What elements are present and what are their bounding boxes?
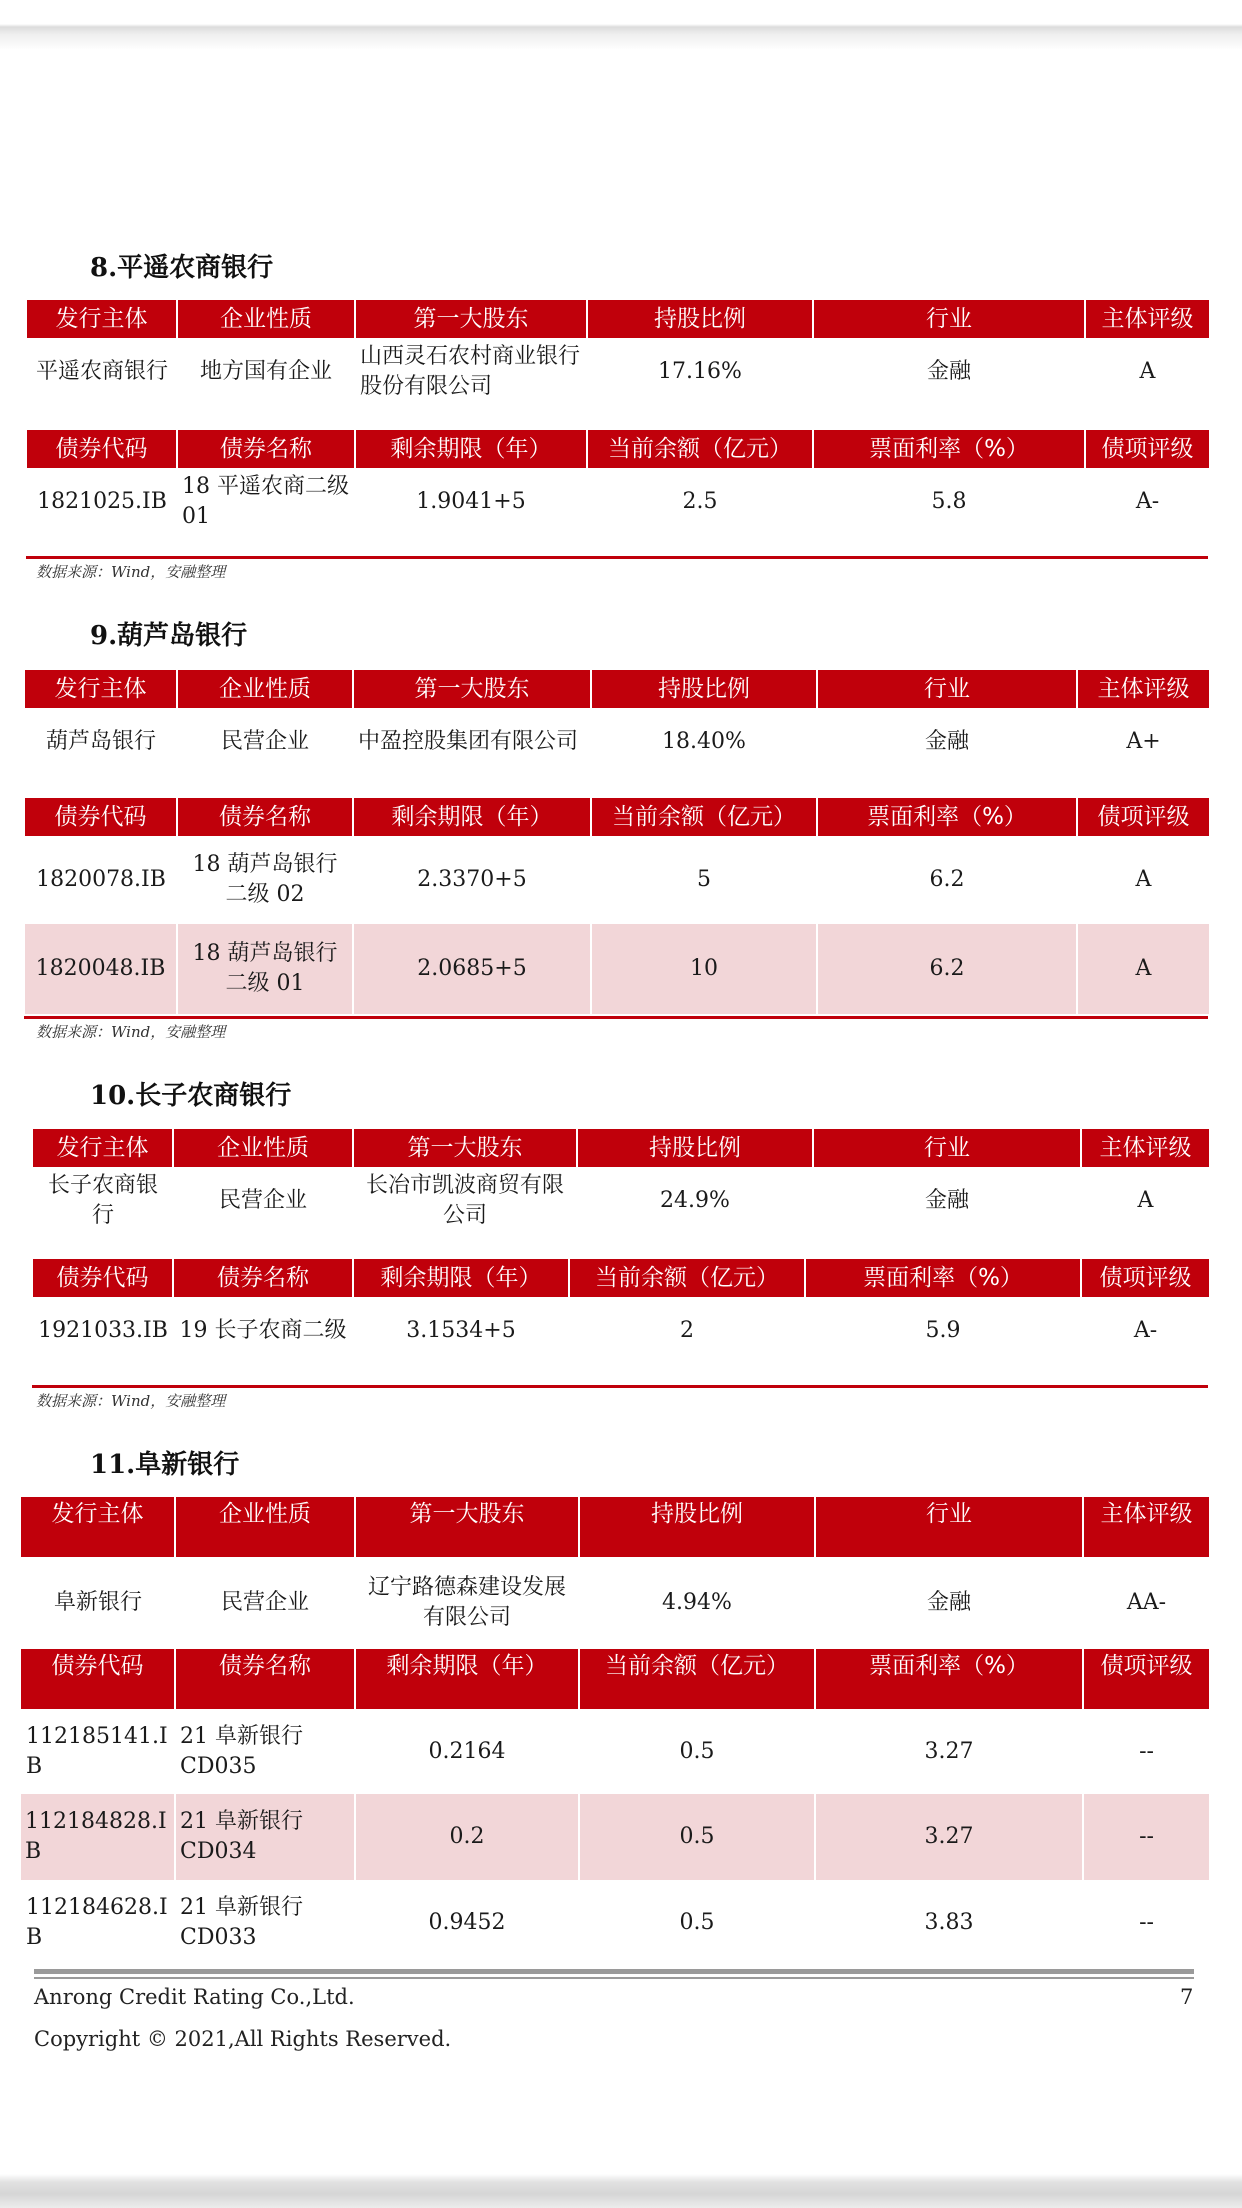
issuer-cell: 金融: [817, 708, 1077, 776]
issuer-cell: 民营企业: [177, 708, 353, 776]
bond-cell: 1821025.IB: [27, 468, 177, 536]
header-cell: 主体评级: [1081, 1129, 1209, 1167]
header-cell: 发行主体: [27, 300, 177, 338]
viewer-bottom-bar: [0, 2174, 1242, 2208]
header-cell: 剩余期限（年）: [353, 798, 591, 836]
section-title: 9.葫芦岛银行: [90, 621, 248, 651]
footer-rule: [34, 1977, 1194, 1979]
bond-cell: --: [1083, 1880, 1209, 1966]
bond-cell: 5: [591, 836, 817, 924]
bond-cell: 112184828.IB: [21, 1794, 175, 1880]
bond-cell: 112184628.IB: [21, 1880, 175, 1966]
header-cell: 行业: [815, 1497, 1083, 1557]
header-cell: 企业性质: [177, 300, 355, 338]
bond-cell: A: [1077, 924, 1209, 1014]
bond-cell: A-: [1081, 1297, 1209, 1365]
issuer-cell: 山西灵石农村商业银行股份有限公司: [355, 338, 587, 406]
header-cell: 债券代码: [25, 798, 177, 836]
footer-company: Anrong Credit Rating Co.,Ltd.: [34, 1985, 355, 2009]
header-cell: 债项评级: [1085, 430, 1209, 468]
bond-cell: 1820078.IB: [25, 836, 177, 924]
header-cell: 第一大股东: [355, 300, 587, 338]
issuer-table: [32, 1129, 1209, 1235]
bond-cell: 5.8: [813, 468, 1085, 536]
issuer-table: [20, 1497, 1209, 1649]
page-number: 7: [1180, 1985, 1194, 2009]
header-cell: 持股比例: [587, 300, 813, 338]
header-cell: 第一大股东: [353, 670, 591, 708]
issuer-cell: AA-: [1083, 1557, 1209, 1649]
header-cell: 企业性质: [177, 670, 353, 708]
viewer-top-bar: [0, 0, 1242, 50]
bond-cell: 0.9452: [355, 1880, 579, 1966]
header-cell: 行业: [817, 670, 1077, 708]
issuer-cell: 4.94%: [579, 1557, 815, 1649]
bond-cell: 6.2: [817, 924, 1077, 1014]
header-cell: 持股比例: [577, 1129, 813, 1167]
header-cell: 行业: [813, 300, 1085, 338]
bond-cell: 3.27: [815, 1794, 1083, 1880]
header-cell: 债项评级: [1083, 1649, 1209, 1709]
bond-cell: 112185141.IB: [21, 1709, 175, 1794]
header-cell: 第一大股东: [355, 1497, 579, 1557]
header-cell: 第一大股东: [353, 1129, 577, 1167]
header-cell: 债项评级: [1077, 798, 1209, 836]
bond-cell: 3.1534+5: [353, 1297, 569, 1365]
header-cell: 主体评级: [1077, 670, 1209, 708]
bond-cell: 1921033.IB: [33, 1297, 173, 1365]
bond-cell: 5.9: [805, 1297, 1081, 1365]
bond-cell: 18 平遥农商二级 01: [177, 468, 355, 536]
issuer-cell: A+: [1077, 708, 1209, 776]
data-source-note: 数据来源：Wind，安融整理: [36, 1392, 226, 1410]
bond-cell: 3.27: [815, 1709, 1083, 1794]
header-cell: 剩余期限（年）: [353, 1259, 569, 1297]
issuer-cell: 地方国有企业: [177, 338, 355, 406]
section-title: 10.长子农商银行: [90, 1081, 292, 1111]
header-cell: 票面利率（%）: [813, 430, 1085, 468]
bond-cell: 2.3370+5: [353, 836, 591, 924]
header-cell: 票面利率（%）: [815, 1649, 1083, 1709]
header-cell: 当前余额（亿元）: [591, 798, 817, 836]
header-cell: 剩余期限（年）: [355, 430, 587, 468]
bond-table: [32, 1259, 1209, 1365]
bond-cell: 21 阜新银行 CD033: [175, 1880, 355, 1966]
bond-cell: --: [1083, 1709, 1209, 1794]
bond-cell: 1820048.IB: [25, 924, 177, 1014]
header-cell: 当前余额（亿元）: [587, 430, 813, 468]
data-source-note: 数据来源：Wind，安融整理: [36, 1023, 226, 1041]
footer-copyright: Copyright © 2021,All Rights Reserved.: [34, 2027, 452, 2051]
issuer-cell: 葫芦岛银行: [25, 708, 177, 776]
bond-cell: 21 阜新银行 CD034: [175, 1794, 355, 1880]
header-cell: 发行主体: [21, 1497, 175, 1557]
bond-table: [24, 798, 1209, 1014]
header-cell: 持股比例: [591, 670, 817, 708]
issuer-cell: 民营企业: [173, 1167, 353, 1235]
header-cell: 持股比例: [579, 1497, 815, 1557]
issuer-cell: 18.40%: [591, 708, 817, 776]
bond-cell: 0.2164: [355, 1709, 579, 1794]
issuer-cell: 辽宁路德森建设发展有限公司: [355, 1557, 579, 1649]
header-cell: 企业性质: [175, 1497, 355, 1557]
header-cell: 债券代码: [33, 1259, 173, 1297]
issuer-table: [24, 670, 1209, 776]
header-cell: 企业性质: [173, 1129, 353, 1167]
header-cell: 剩余期限（年）: [355, 1649, 579, 1709]
bond-table: [20, 1649, 1209, 1966]
bond-cell: 6.2: [817, 836, 1077, 924]
header-cell: 债券名称: [177, 430, 355, 468]
issuer-cell: 长子农商银行: [33, 1167, 173, 1235]
header-cell: 当前余额（亿元）: [569, 1259, 805, 1297]
issuer-cell: 24.9%: [577, 1167, 813, 1235]
bond-cell: A-: [1085, 468, 1209, 536]
section-divider: [24, 1016, 1208, 1019]
issuer-cell: 平遥农商银行: [27, 338, 177, 406]
bond-cell: 18 葫芦岛银行二级 01: [177, 924, 353, 1014]
bond-cell: 21 阜新银行 CD035: [175, 1709, 355, 1794]
header-cell: 行业: [813, 1129, 1081, 1167]
header-cell: 债券名称: [175, 1649, 355, 1709]
footer-rule: [34, 1969, 1194, 1974]
issuer-cell: 中盈控股集团有限公司: [353, 708, 591, 776]
header-cell: 票面利率（%）: [805, 1259, 1081, 1297]
section-divider: [32, 1385, 1208, 1388]
header-cell: 债券名称: [177, 798, 353, 836]
bond-cell: 2.0685+5: [353, 924, 591, 1014]
header-cell: 发行主体: [25, 670, 177, 708]
bond-cell: A: [1077, 836, 1209, 924]
header-cell: 债券代码: [21, 1649, 175, 1709]
header-cell: 票面利率（%）: [817, 798, 1077, 836]
issuer-cell: 民营企业: [175, 1557, 355, 1649]
section-title: 11.阜新银行: [90, 1450, 240, 1480]
bond-cell: 0.5: [579, 1794, 815, 1880]
header-cell: 债项评级: [1081, 1259, 1209, 1297]
bond-cell: --: [1083, 1794, 1209, 1880]
bond-cell: 10: [591, 924, 817, 1014]
bond-cell: 19 长子农商二级: [173, 1297, 353, 1365]
issuer-cell: A: [1081, 1167, 1209, 1235]
bond-cell: 2: [569, 1297, 805, 1365]
bond-cell: 0.2: [355, 1794, 579, 1880]
issuer-cell: 长冶市凯波商贸有限公司: [353, 1167, 577, 1235]
header-cell: 主体评级: [1085, 300, 1209, 338]
header-cell: 当前余额（亿元）: [579, 1649, 815, 1709]
section-title: 8.平遥农商银行: [90, 253, 274, 283]
header-cell: 发行主体: [33, 1129, 173, 1167]
bond-table: [26, 430, 1209, 536]
header-cell: 债券名称: [173, 1259, 353, 1297]
bond-cell: 2.5: [587, 468, 813, 536]
issuer-cell: 金融: [815, 1557, 1083, 1649]
bond-cell: 0.5: [579, 1709, 815, 1794]
issuer-cell: 金融: [813, 1167, 1081, 1235]
header-cell: 主体评级: [1083, 1497, 1209, 1557]
issuer-cell: 金融: [813, 338, 1085, 406]
issuer-cell: 17.16%: [587, 338, 813, 406]
bond-cell: 1.9041+5: [355, 468, 587, 536]
bond-cell: 0.5: [579, 1880, 815, 1966]
data-source-note: 数据来源：Wind，安融整理: [36, 563, 226, 581]
bond-cell: 18 葫芦岛银行二级 02: [177, 836, 353, 924]
bond-cell: 3.83: [815, 1880, 1083, 1966]
header-cell: 债券代码: [27, 430, 177, 468]
issuer-table: [26, 300, 1209, 406]
issuer-cell: 阜新银行: [21, 1557, 175, 1649]
section-divider: [26, 556, 1208, 559]
issuer-cell: A: [1085, 338, 1209, 406]
